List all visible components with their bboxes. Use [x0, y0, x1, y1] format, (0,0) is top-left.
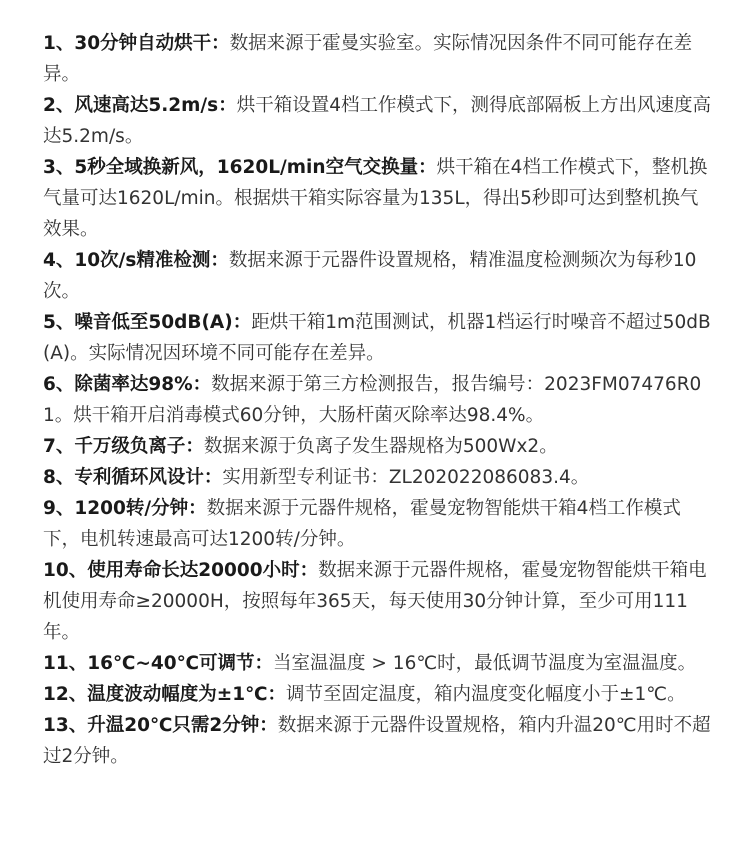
spec-note [43, 493, 715, 555]
spec-note-title: 13、升温20℃只需2分钟： [43, 715, 278, 736]
spec-note-title: 5、噪音低至50dB(A)： [43, 312, 252, 333]
spec-note-body: 烘干箱在4档工作模式下，整机换气量可达1620L/min。根据烘干箱实际容量为135L，得出5秒即可达到整机换气效果。 [43, 157, 708, 240]
spec-note-body: 当室温温度 > 16℃时，最低调节温度为室温温度。 [273, 653, 697, 674]
spec-note-title: 12、温度波动幅度为±1℃： [43, 684, 287, 705]
spec-note-body: 数据来源于负离子发生器规格为500Wx2。 [203, 436, 558, 457]
spec-notes-list [43, 28, 715, 772]
spec-note [43, 152, 715, 245]
spec-note [43, 369, 715, 431]
spec-note [43, 245, 715, 307]
spec-note [43, 555, 715, 648]
spec-note [43, 679, 715, 710]
spec-note-body: 烘干箱设置4档工作模式下，测得底部隔板上方出风速度高达5.2m/s。 [43, 95, 711, 147]
spec-note-body: 数据来源于元器件规格，霍曼宠物智能烘干箱4档工作模式下，电机转速最高可达1200转/分钟。 [43, 498, 681, 550]
spec-note-title: 3、5秒全域换新风，1620L/min空气交换量： [43, 157, 437, 178]
spec-note [43, 710, 715, 772]
spec-note [43, 28, 715, 90]
spec-note-body: 数据来源于第三方检测报告，报告编号：2023FM07476R01。烘干箱开启消毒模式60分钟，大肠杆菌灭除率达98.4%。 [43, 374, 702, 426]
spec-note-body: 实用新型专利证书：ZL202022086083.4。 [222, 467, 590, 488]
spec-note [43, 648, 715, 679]
spec-note [43, 462, 715, 493]
spec-note-title: 10、使用寿命长达20000小时： [43, 560, 319, 581]
spec-note-body: 数据来源于元器件设置规格，精准温度检测频次为每秒10次。 [43, 250, 697, 302]
spec-note-title: 9、1200转/分钟： [43, 498, 207, 519]
spec-note-title: 11、16℃~40℃可调节： [43, 653, 274, 674]
spec-note-body: 数据来源于元器件规格，霍曼宠物智能烘干箱电机使用寿命≥20000H，按照每年365天，每天使用30分钟计算，至少可用111年。 [43, 560, 707, 643]
spec-note-title: 4、10次/s精准检测： [43, 250, 229, 271]
spec-note-body: 距烘干箱1m范围测试，机器1档运行时噪音不超过50dB(A)。实际情况因环境不同可能存在差异。 [43, 312, 711, 364]
spec-note-title: 1、30分钟自动烘干： [43, 33, 230, 54]
spec-note [43, 90, 715, 152]
spec-note [43, 307, 715, 369]
spec-note-body: 数据来源于元器件设置规格，箱内升温20℃用时不超过2分钟。 [43, 715, 711, 767]
spec-note-title: 7、千万级负离子： [43, 436, 204, 457]
spec-note-body: 调节至固定温度，箱内温度变化幅度小于±1℃。 [286, 684, 686, 705]
spec-note-title: 2、风速高达5.2m/s： [43, 95, 237, 116]
spec-note-body: 数据来源于霍曼实验室。实际情况因条件不同可能存在差异。 [43, 33, 693, 85]
spec-note [43, 431, 715, 462]
spec-note-title: 8、专利循环风设计： [43, 467, 223, 488]
spec-note-title: 6、除菌率达98%： [43, 374, 212, 395]
